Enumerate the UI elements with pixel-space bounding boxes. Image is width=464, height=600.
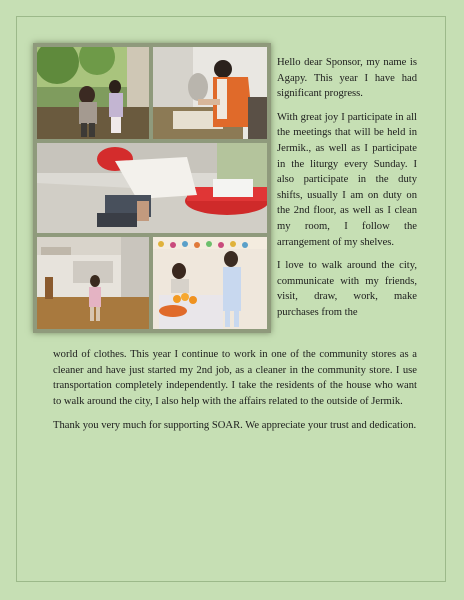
letter-paragraph-thanks: Thank you very much for supporting SOAR. We appreciate your trust and dedication. (53, 420, 417, 432)
letter-paragraph-hobbies-continued: world of clothes. This year I continue to work in one of the community stores as a cleaner and have just started my 2nd job, as a cleaner in the community store. I use transportation completely independently. I take the residents of the house who want to walk around the city, I also help with the affairs related to the outside of Jermik. (53, 349, 417, 407)
photo-garden (37, 47, 149, 139)
photo-oranges (153, 237, 267, 329)
photo-table-work (153, 47, 267, 139)
photo-collage (33, 43, 271, 333)
photo-red-bench (37, 143, 267, 233)
photo-kitchen (37, 237, 149, 329)
letter-paragraph-hobbies-start: I love to walk around the city, communicate with my friends, visit, draw, work, make purchases from the (277, 260, 417, 318)
letter-full-width (53, 347, 417, 443)
letter-paragraph-participation: With great joy I participate in all the meetings that will be held in Jermik., as well as I participate in the liturgy every Sunday. I also participate in the duty shifts, usually I am on duty on the 2nd floor, as well as I clean my room, I follow the arrangement of my shelves. (277, 111, 417, 248)
letter-column (277, 55, 417, 321)
letter-paragraph-greeting: Hello dear Sponsor, my name is Agapy. This year I have had significant progress. (277, 57, 417, 100)
